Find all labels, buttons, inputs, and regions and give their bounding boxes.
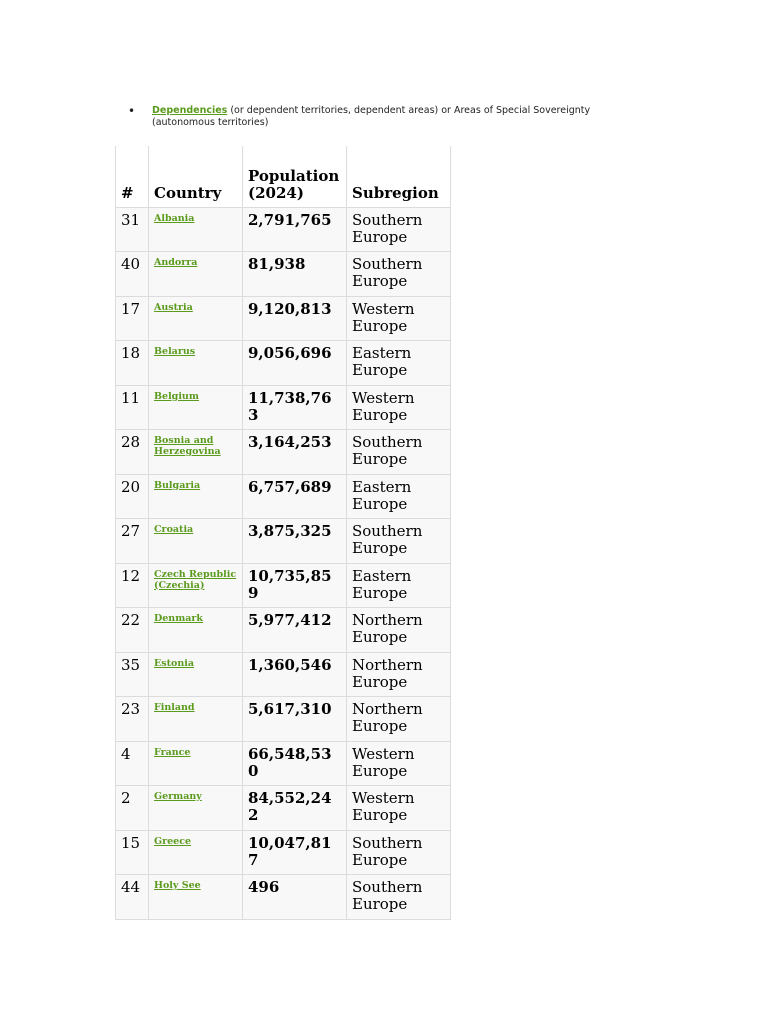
country-link[interactable]: Austria xyxy=(154,301,193,313)
table-row xyxy=(116,207,451,252)
rank-cell: 23 xyxy=(116,697,149,742)
country-link[interactable]: Denmark xyxy=(154,613,203,624)
population-cell: 66,548,530 xyxy=(243,741,347,786)
rank-cell: 2 xyxy=(116,786,149,831)
population-cell: 6,757,689 xyxy=(243,474,347,519)
country-cell xyxy=(149,341,243,386)
table-row xyxy=(116,830,451,875)
subregion-cell: Southern Europe xyxy=(347,830,451,875)
country-link[interactable]: Germany xyxy=(154,791,202,802)
country-link[interactable]: Belarus xyxy=(154,346,196,357)
subregion-cell: Eastern Europe xyxy=(347,474,451,519)
table-row xyxy=(116,652,451,697)
population-cell: 5,977,412 xyxy=(243,608,347,653)
table-row xyxy=(116,474,451,519)
subregion-cell: Eastern Europe xyxy=(347,341,451,386)
header-population: Population (2024) xyxy=(243,146,347,207)
country-cell xyxy=(149,652,243,697)
country-link[interactable]: Albania xyxy=(154,212,195,224)
country-cell xyxy=(149,608,243,653)
table-row xyxy=(116,875,451,920)
country-cell xyxy=(149,207,243,252)
table-row xyxy=(116,741,451,786)
country-cell xyxy=(149,252,243,297)
population-cell: 11,738,763 xyxy=(243,385,347,430)
table-row xyxy=(116,252,451,297)
population-cell: 10,735,859 xyxy=(243,563,347,608)
table-row xyxy=(116,563,451,608)
header-country: Country xyxy=(149,146,243,207)
header-rank: # xyxy=(116,146,149,207)
subregion-cell: Northern Europe xyxy=(347,652,451,697)
table-row xyxy=(116,341,451,386)
country-link[interactable]: Czech Republic (Czechia) xyxy=(154,568,237,591)
rank-cell: 12 xyxy=(116,563,149,608)
population-cell: 3,164,253 xyxy=(243,430,347,475)
rank-cell: 44 xyxy=(116,875,149,920)
country-cell xyxy=(149,563,243,608)
table-row xyxy=(116,430,451,475)
country-link[interactable]: France xyxy=(154,746,191,758)
population-cell: 10,047,817 xyxy=(243,830,347,875)
subregion-cell: Southern Europe xyxy=(347,875,451,920)
table-row xyxy=(116,608,451,653)
table-row xyxy=(116,519,451,564)
table-row xyxy=(116,697,451,742)
country-cell xyxy=(149,519,243,564)
country-link[interactable]: Andorra xyxy=(154,257,198,268)
population-cell: 84,552,242 xyxy=(243,786,347,831)
country-link[interactable]: Belgium xyxy=(154,390,199,402)
country-cell xyxy=(149,875,243,920)
bullet-dot-icon: • xyxy=(128,104,136,118)
table-body xyxy=(116,207,451,919)
population-cell: 9,056,696 xyxy=(243,341,347,386)
note-text xyxy=(152,105,608,129)
header-subregion: Subregion xyxy=(347,146,451,207)
rank-cell: 15 xyxy=(116,830,149,875)
dependencies-link[interactable]: Dependencies xyxy=(152,105,228,116)
country-link[interactable]: Bulgaria xyxy=(154,479,201,491)
population-cell: 1,360,546 xyxy=(243,652,347,697)
subregion-cell: Eastern Europe xyxy=(347,563,451,608)
country-cell xyxy=(149,786,243,831)
country-cell xyxy=(149,296,243,341)
subregion-cell: Western Europe xyxy=(347,385,451,430)
rank-cell: 4 xyxy=(116,741,149,786)
country-link[interactable]: Croatia xyxy=(154,524,194,535)
population-cell: 81,938 xyxy=(243,252,347,297)
population-cell: 2,791,765 xyxy=(243,207,347,252)
rank-cell: 40 xyxy=(116,252,149,297)
subregion-cell: Northern Europe xyxy=(347,608,451,653)
note-description: (or dependent territories, dependent areas) or Areas of Special Sovereignty (autonomous territories) xyxy=(152,105,591,128)
population-cell: 496 xyxy=(243,875,347,920)
rank-cell: 17 xyxy=(116,296,149,341)
population-cell: 5,617,310 xyxy=(243,697,347,742)
population-cell: 3,875,325 xyxy=(243,519,347,564)
country-link[interactable]: Finland xyxy=(154,702,195,713)
table-row xyxy=(116,296,451,341)
rank-cell: 31 xyxy=(116,207,149,252)
table-row xyxy=(116,786,451,831)
country-cell xyxy=(149,474,243,519)
country-link[interactable]: Greece xyxy=(154,835,192,847)
table-header-row xyxy=(116,146,451,207)
dependencies-note xyxy=(128,105,608,129)
country-link[interactable]: Bosnia and Herzegovina xyxy=(154,435,221,457)
rank-cell: 18 xyxy=(116,341,149,386)
country-cell xyxy=(149,741,243,786)
subregion-cell: Western Europe xyxy=(347,741,451,786)
subregion-cell: Western Europe xyxy=(347,786,451,831)
population-cell: 9,120,813 xyxy=(243,296,347,341)
rank-cell: 22 xyxy=(116,608,149,653)
table-row xyxy=(116,385,451,430)
subregion-cell: Northern Europe xyxy=(347,697,451,742)
rank-cell: 11 xyxy=(116,385,149,430)
subregion-cell: Western Europe xyxy=(347,296,451,341)
population-table xyxy=(115,146,451,920)
country-cell xyxy=(149,697,243,742)
country-link[interactable]: Estonia xyxy=(154,657,194,669)
country-link[interactable]: Holy See xyxy=(154,880,201,891)
rank-cell: 27 xyxy=(116,519,149,564)
country-cell xyxy=(149,385,243,430)
subregion-cell: Southern Europe xyxy=(347,252,451,297)
rank-cell: 20 xyxy=(116,474,149,519)
rank-cell: 35 xyxy=(116,652,149,697)
rank-cell: 28 xyxy=(116,430,149,475)
subregion-cell: Southern Europe xyxy=(347,207,451,252)
country-cell xyxy=(149,430,243,475)
country-cell xyxy=(149,830,243,875)
subregion-cell: Southern Europe xyxy=(347,430,451,475)
subregion-cell: Southern Europe xyxy=(347,519,451,564)
